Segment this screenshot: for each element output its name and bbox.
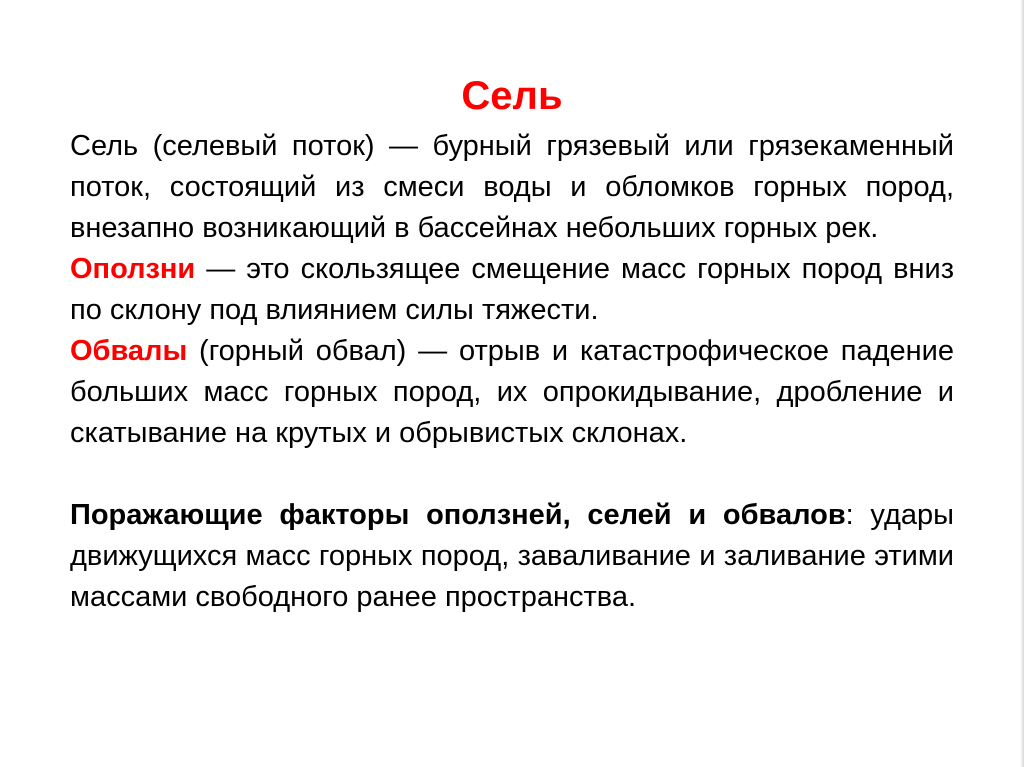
term-factors: Поражающие факторы оползней, селей и обвалов [70, 499, 846, 531]
paragraph-spacer [70, 454, 954, 495]
paragraph-opolzni [70, 249, 954, 331]
paragraph-factors-text: : удары движущихся масс горных пород, заваливание и заливание этими массами свободного ранее пространства. [70, 499, 954, 613]
paragraph-obvaly-text: (горный обвал) — отрыв и катастрофическое падение больших масс горных пород, их опрокидывание, дробление и скатывание на крутых и обрывистых склонах. [70, 335, 954, 449]
paragraph-opolzni-text: — это скользящее смещение масс горных пород вниз по склону под влиянием силы тяжести. [70, 253, 954, 326]
term-opolzni: Оползни [70, 253, 196, 285]
paragraph-factors [70, 495, 954, 618]
paragraph-obvaly [70, 331, 954, 454]
paragraph-sel-text: Сель (селевый поток) — бурный грязевый или грязекаменный поток, состоящий из смеси воды и обломков горных пород, внезапно возникающий в бассейнах небольших горных рек. [70, 130, 954, 244]
paragraph-sel [70, 126, 954, 249]
slide-body [70, 126, 954, 618]
slide-title: Сель [461, 74, 563, 118]
term-obvaly: Обвалы [70, 335, 188, 367]
